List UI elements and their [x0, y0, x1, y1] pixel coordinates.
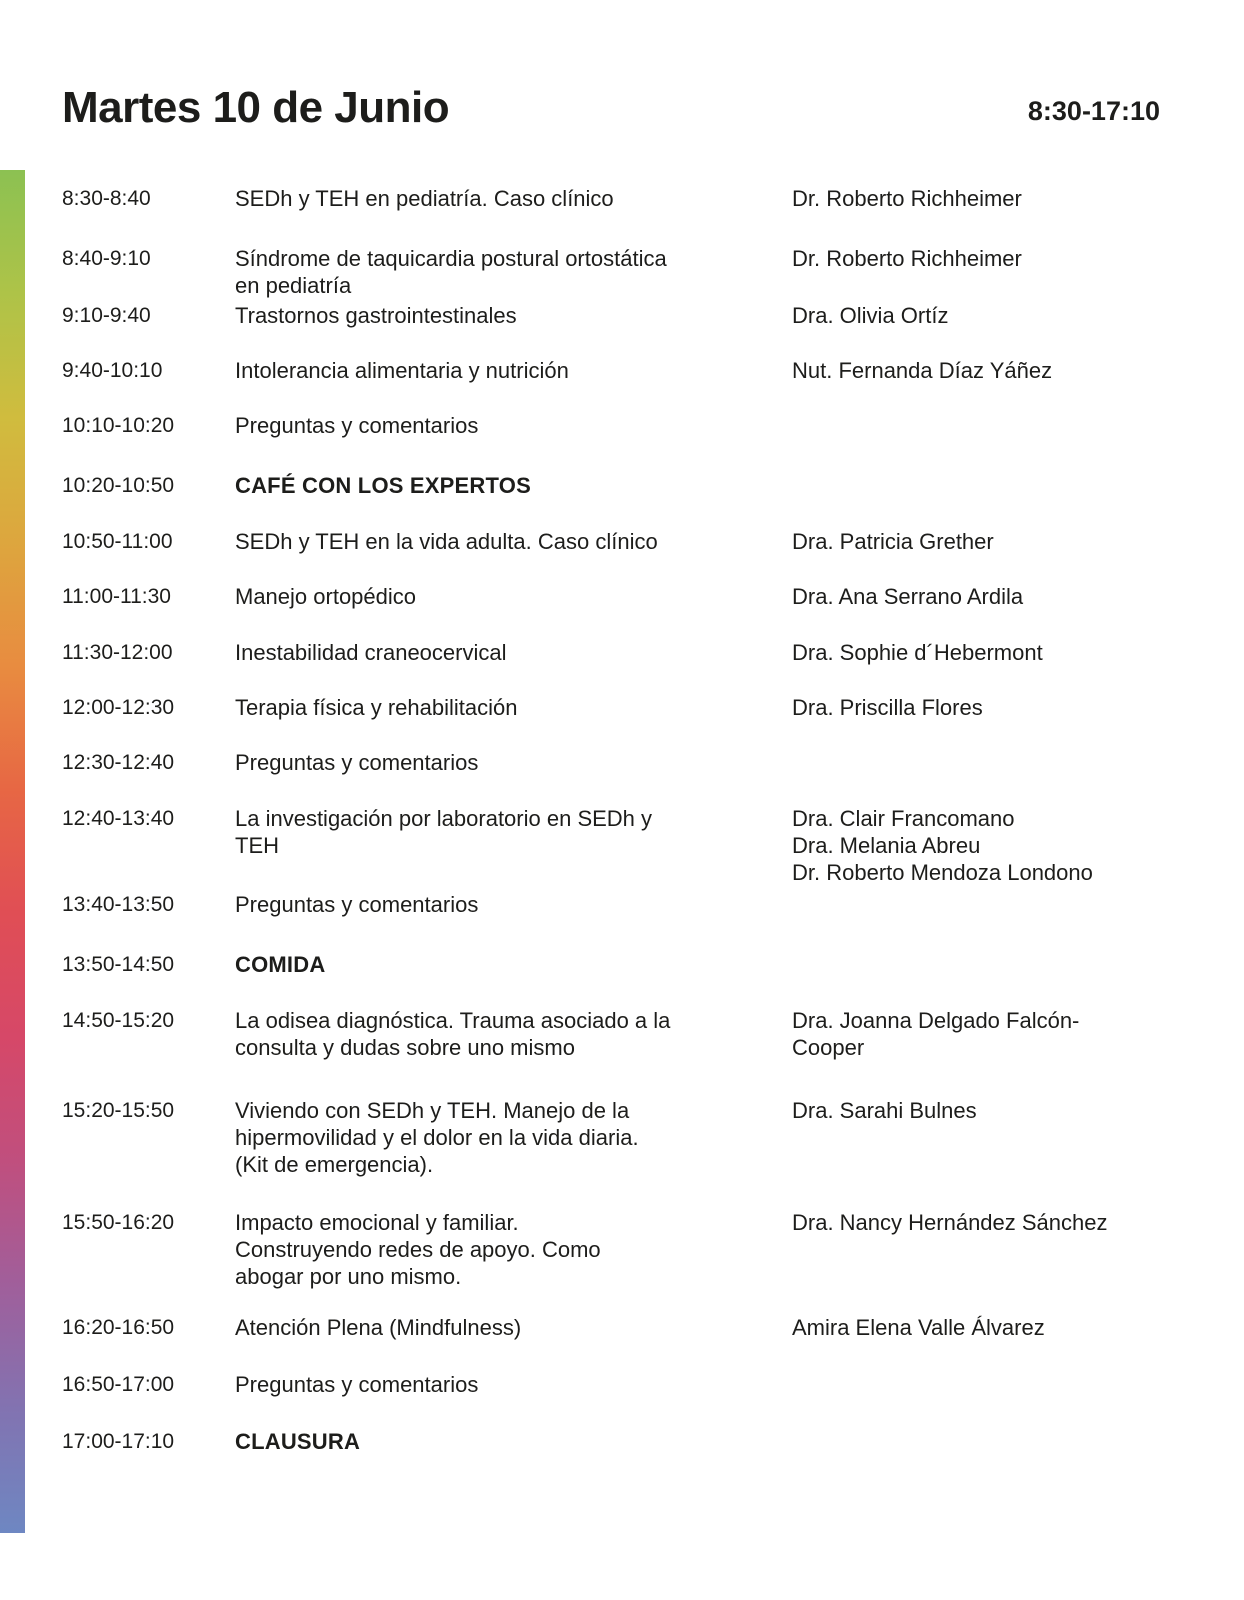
- speaker-cell: Dr. Roberto Richheimer: [792, 186, 1022, 211]
- session-title: Preguntas y comentarios: [235, 413, 479, 438]
- speaker-cell: Dra. Patricia Grether: [792, 529, 994, 554]
- time-cell: 13:50-14:50: [62, 953, 175, 976]
- speaker-cell: Nut. Fernanda Díaz Yáñez: [792, 358, 1053, 383]
- schedule-row: [62, 805, 1160, 886]
- schedule-row: [62, 694, 1160, 721]
- session-title: Impacto emocional y familiar. Construyendo redes de apoyo. Como abogar por uno mismo.: [235, 1210, 601, 1289]
- speaker-cell: Dra. Joanna Delgado Falcón-Cooper: [792, 1008, 1080, 1060]
- session-title: Atención Plena (Mindfulness): [235, 1315, 522, 1340]
- page-title: Martes 10 de Junio: [62, 83, 450, 132]
- schedule-row: [62, 639, 1160, 666]
- time-cell: 12:30-12:40: [62, 751, 175, 774]
- time-cell: 12:40-13:40: [62, 807, 175, 830]
- speaker-cell: Dra. Nancy Hernández Sánchez: [792, 1210, 1108, 1235]
- session-title: SEDh y TEH en pediatría. Caso clínico: [235, 186, 614, 211]
- session-title: Trastornos gastrointestinales: [235, 303, 517, 328]
- schedule-row: [62, 951, 1160, 978]
- speaker-cell: Dra. Sarahi Bulnes: [792, 1098, 977, 1123]
- schedule-row: [62, 749, 1160, 776]
- time-cell: 10:20-10:50: [62, 474, 175, 497]
- session-title: Viviendo con SEDh y TEH. Manejo de la hipermovilidad y el dolor en la vida diaria. (Kit de emergencia).: [235, 1098, 639, 1177]
- page-header: [62, 84, 1160, 132]
- schedule-row: [62, 1209, 1160, 1290]
- time-cell: 13:40-13:50: [62, 893, 175, 916]
- day-time-range: 8:30-17:10: [1027, 96, 1160, 126]
- speaker-cell: Dra. Ana Serrano Ardila: [792, 584, 1024, 609]
- schedule-row: [62, 583, 1160, 610]
- time-cell: 15:20-15:50: [62, 1099, 175, 1122]
- time-cell: 16:20-16:50: [62, 1316, 175, 1339]
- session-title: COMIDA: [235, 952, 326, 977]
- speaker-cell: Dra. Sophie d´Hebermont: [792, 640, 1043, 665]
- session-title: La investigación por laboratorio en SEDh y TEH: [235, 806, 653, 858]
- time-cell: 16:50-17:00: [62, 1373, 175, 1396]
- time-cell: 14:50-15:20: [62, 1009, 175, 1032]
- schedule-row: [62, 528, 1160, 555]
- schedule-row: [62, 302, 1160, 329]
- schedule-row: [62, 1314, 1160, 1341]
- speaker-cell: Dr. Roberto Richheimer: [792, 246, 1022, 271]
- session-title: CLAUSURA: [235, 1429, 361, 1454]
- schedule-row: [62, 891, 1160, 918]
- time-cell: 8:40-9:10: [62, 247, 151, 270]
- session-title: Inestabilidad craneocervical: [235, 640, 507, 665]
- time-cell: 10:50-11:00: [62, 530, 173, 553]
- time-cell: 11:00-11:30: [62, 585, 171, 608]
- time-cell: 15:50-16:20: [62, 1211, 175, 1234]
- schedule-list: [62, 185, 1160, 1455]
- session-title: Preguntas y comentarios: [235, 892, 479, 917]
- time-cell: 9:40-10:10: [62, 359, 163, 382]
- speaker-cell: Dra. Clair Francomano Dra. Melania Abreu Dr. Roberto Mendoza Londono: [792, 806, 1093, 885]
- schedule-row: [62, 412, 1160, 439]
- session-title: Preguntas y comentarios: [235, 1372, 479, 1397]
- schedule-row: [62, 245, 1160, 299]
- schedule-row: [62, 1007, 1160, 1061]
- schedule-row: [62, 472, 1160, 499]
- schedule-row: [62, 1371, 1160, 1398]
- time-cell: 11:30-12:00: [62, 641, 173, 664]
- session-title: Terapia física y rehabilitación: [235, 695, 518, 720]
- session-title: Manejo ortopédico: [235, 584, 417, 609]
- schedule-row: [62, 185, 1160, 212]
- speaker-cell: Dra. Priscilla Flores: [792, 695, 983, 720]
- session-title: CAFÉ CON LOS EXPERTOS: [235, 473, 531, 498]
- time-cell: 10:10-10:20: [62, 414, 175, 437]
- session-title: Síndrome de taquicardia postural ortostática en pediatría: [235, 246, 667, 298]
- session-title: SEDh y TEH en la vida adulta. Caso clínico: [235, 529, 658, 554]
- time-cell: 17:00-17:10: [62, 1430, 175, 1453]
- schedule-row: [62, 357, 1160, 384]
- time-cell: 8:30-8:40: [62, 187, 151, 210]
- session-title: Preguntas y comentarios: [235, 750, 479, 775]
- session-title: La odisea diagnóstica. Trauma asociado a la consulta y dudas sobre uno mismo: [235, 1008, 671, 1060]
- schedule-row: [62, 1097, 1160, 1178]
- speaker-cell: Amira Elena Valle Álvarez: [792, 1315, 1045, 1340]
- time-cell: 9:10-9:40: [62, 304, 151, 327]
- speaker-cell: Dra. Olivia Ortíz: [792, 303, 949, 328]
- schedule-row: [62, 1428, 1160, 1455]
- time-cell: 12:00-12:30: [62, 696, 175, 719]
- session-title: Intolerancia alimentaria y nutrición: [235, 358, 569, 383]
